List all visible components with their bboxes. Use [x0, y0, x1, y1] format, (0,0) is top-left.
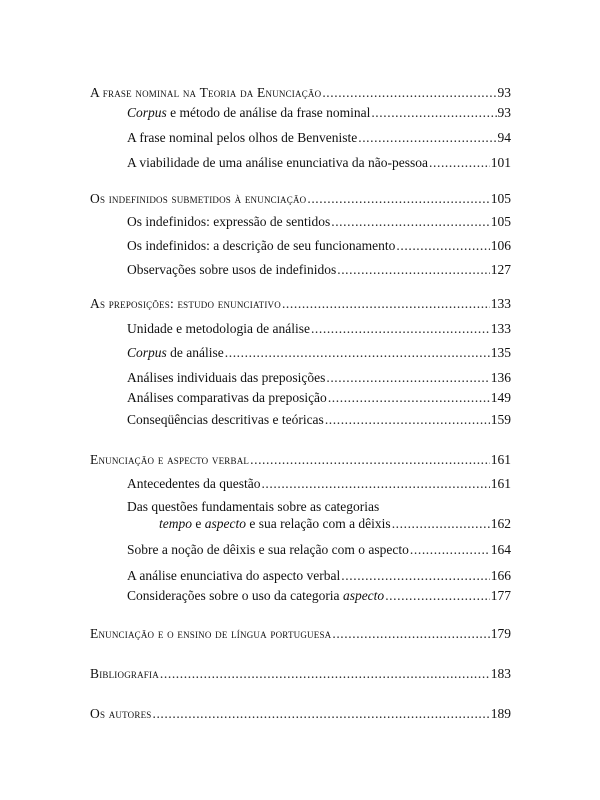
toc-chapter-entry[interactable] [90, 295, 511, 312]
page-number: 161 [490, 476, 511, 491]
page-number: 159 [490, 412, 511, 427]
page-number: 183 [490, 666, 511, 681]
toc-subentry[interactable] [127, 213, 511, 230]
toc-subentry[interactable] [127, 541, 511, 558]
toc-subentry[interactable] [127, 587, 511, 604]
toc-subentry[interactable] [127, 320, 511, 337]
leader-dots [160, 665, 490, 682]
page-number: 105 [490, 191, 511, 206]
title-text: e sua relação com a dêixis [246, 516, 391, 531]
leader-dots [385, 587, 490, 604]
toc-chapter-entry[interactable] [90, 705, 511, 722]
subentry-title: Observações sobre usos de indefinidos [127, 262, 337, 277]
toc-chapter-entry[interactable] [90, 190, 511, 207]
subentry-title: A análise enunciativa do aspecto verbal [127, 568, 341, 583]
title-text: e método de análise da frase nominal [166, 105, 371, 120]
page-number: 135 [490, 345, 511, 360]
chapter-title: Os autores [90, 706, 152, 721]
chapter-title: Os indefinidos submetidos à enunciação [90, 191, 307, 206]
leader-dots [392, 515, 490, 532]
page-number: 105 [490, 214, 511, 229]
toc-subentry[interactable] [127, 104, 511, 121]
leader-dots [307, 190, 489, 207]
leader-dots [410, 541, 490, 558]
toc-subentry[interactable] [127, 411, 511, 428]
page-number: 179 [490, 626, 511, 641]
page-number: 101 [490, 155, 511, 170]
page-number: 133 [490, 321, 511, 336]
subentry-title: Sobre a noção de dêixis e sua relação com o aspecto [127, 542, 409, 557]
subentry-title: Os indefinidos: expressão de sentidos [127, 214, 331, 229]
italic-term: Corpus [127, 345, 167, 360]
page-number: 93 [497, 105, 511, 120]
leader-dots [322, 84, 496, 101]
chapter-title: As preposições: estudo enunciativo [90, 296, 281, 311]
leader-dots [429, 154, 490, 171]
leader-dots [282, 295, 490, 312]
page-number: 161 [490, 452, 511, 467]
toc-chapter-entry[interactable] [90, 625, 511, 642]
leader-dots [341, 567, 489, 584]
subentry-title: Antecedentes da questão [127, 476, 261, 491]
toc-chapter-entry[interactable] [90, 84, 511, 101]
subentry-title [127, 104, 370, 121]
subentry-title: A viabilidade de uma análise enunciativa da não-pessoa [127, 155, 429, 170]
leader-dots [396, 237, 489, 254]
leader-dots [358, 129, 496, 146]
italic-term: Corpus [127, 105, 167, 120]
subentry-title [127, 587, 384, 604]
subentry-title: Os indefinidos: a descrição de seu funcionamento [127, 238, 396, 253]
toc-subentry[interactable] [159, 515, 511, 532]
toc-chapter-entry[interactable] [90, 665, 511, 682]
leader-dots [371, 104, 496, 121]
leader-dots [331, 213, 490, 230]
leader-dots [328, 389, 490, 406]
page-number: 106 [490, 238, 511, 253]
toc-subentry[interactable] [127, 389, 511, 406]
leader-dots [325, 411, 490, 428]
page-number: 164 [490, 542, 511, 557]
title-text: Considerações sobre o uso da categoria [127, 588, 343, 603]
title-text: e [192, 516, 205, 531]
leader-dots [152, 705, 489, 722]
subentry-title [127, 344, 224, 361]
leader-dots [311, 320, 490, 337]
chapter-title: A frase nominal na Teoria da Enunciação [90, 85, 322, 100]
toc-subentry[interactable] [127, 154, 511, 171]
italic-term: aspecto [342, 588, 385, 603]
leader-dots [261, 475, 489, 492]
chapter-title: Bibliografia [90, 666, 159, 681]
italic-term: aspecto [204, 516, 246, 531]
leader-dots [326, 369, 489, 386]
subentry-title-line2 [159, 515, 391, 532]
leader-dots [250, 451, 490, 468]
toc-subentry[interactable] [127, 237, 511, 254]
page-number: 133 [490, 296, 511, 311]
page-number: 166 [490, 568, 511, 583]
subentry-title: Unidade e metodologia de análise [127, 321, 310, 336]
page-number: 127 [490, 262, 511, 277]
page-number: 177 [490, 588, 511, 603]
title-text: de análise [166, 345, 224, 360]
page-number: 136 [490, 370, 511, 385]
italic-term: tempo [159, 516, 192, 531]
toc-subentry[interactable] [127, 567, 511, 584]
page-number: 189 [490, 706, 511, 721]
toc-subentry[interactable] [127, 261, 511, 278]
leader-dots [332, 625, 489, 642]
page-number: 94 [497, 130, 511, 145]
toc-chapter-entry[interactable] [90, 451, 511, 468]
page-number: 162 [490, 516, 511, 531]
toc-subentry[interactable] [127, 344, 511, 361]
leader-dots [225, 344, 490, 361]
toc-subentry[interactable] [127, 369, 511, 386]
chapter-title: Enunciação e o ensino de língua portuguesa [90, 626, 332, 641]
page-number: 93 [497, 85, 511, 100]
chapter-title: Enunciação e aspecto verbal [90, 452, 250, 467]
toc-subentry[interactable] [127, 129, 511, 146]
subentry-title: Análises individuais das preposições [127, 370, 326, 385]
leader-dots [337, 261, 490, 278]
page-number: 149 [490, 390, 511, 405]
subentry-title: A frase nominal pelos olhos de Benveniste [127, 130, 358, 145]
subentry-title-line1: Das questões fundamentais sobre as categorias [127, 499, 380, 514]
subentry-title: Análises comparativas da preposição [127, 390, 327, 405]
toc-subentry[interactable] [127, 475, 511, 492]
subentry-title: Conseqüências descritivas e teóricas [127, 412, 324, 427]
